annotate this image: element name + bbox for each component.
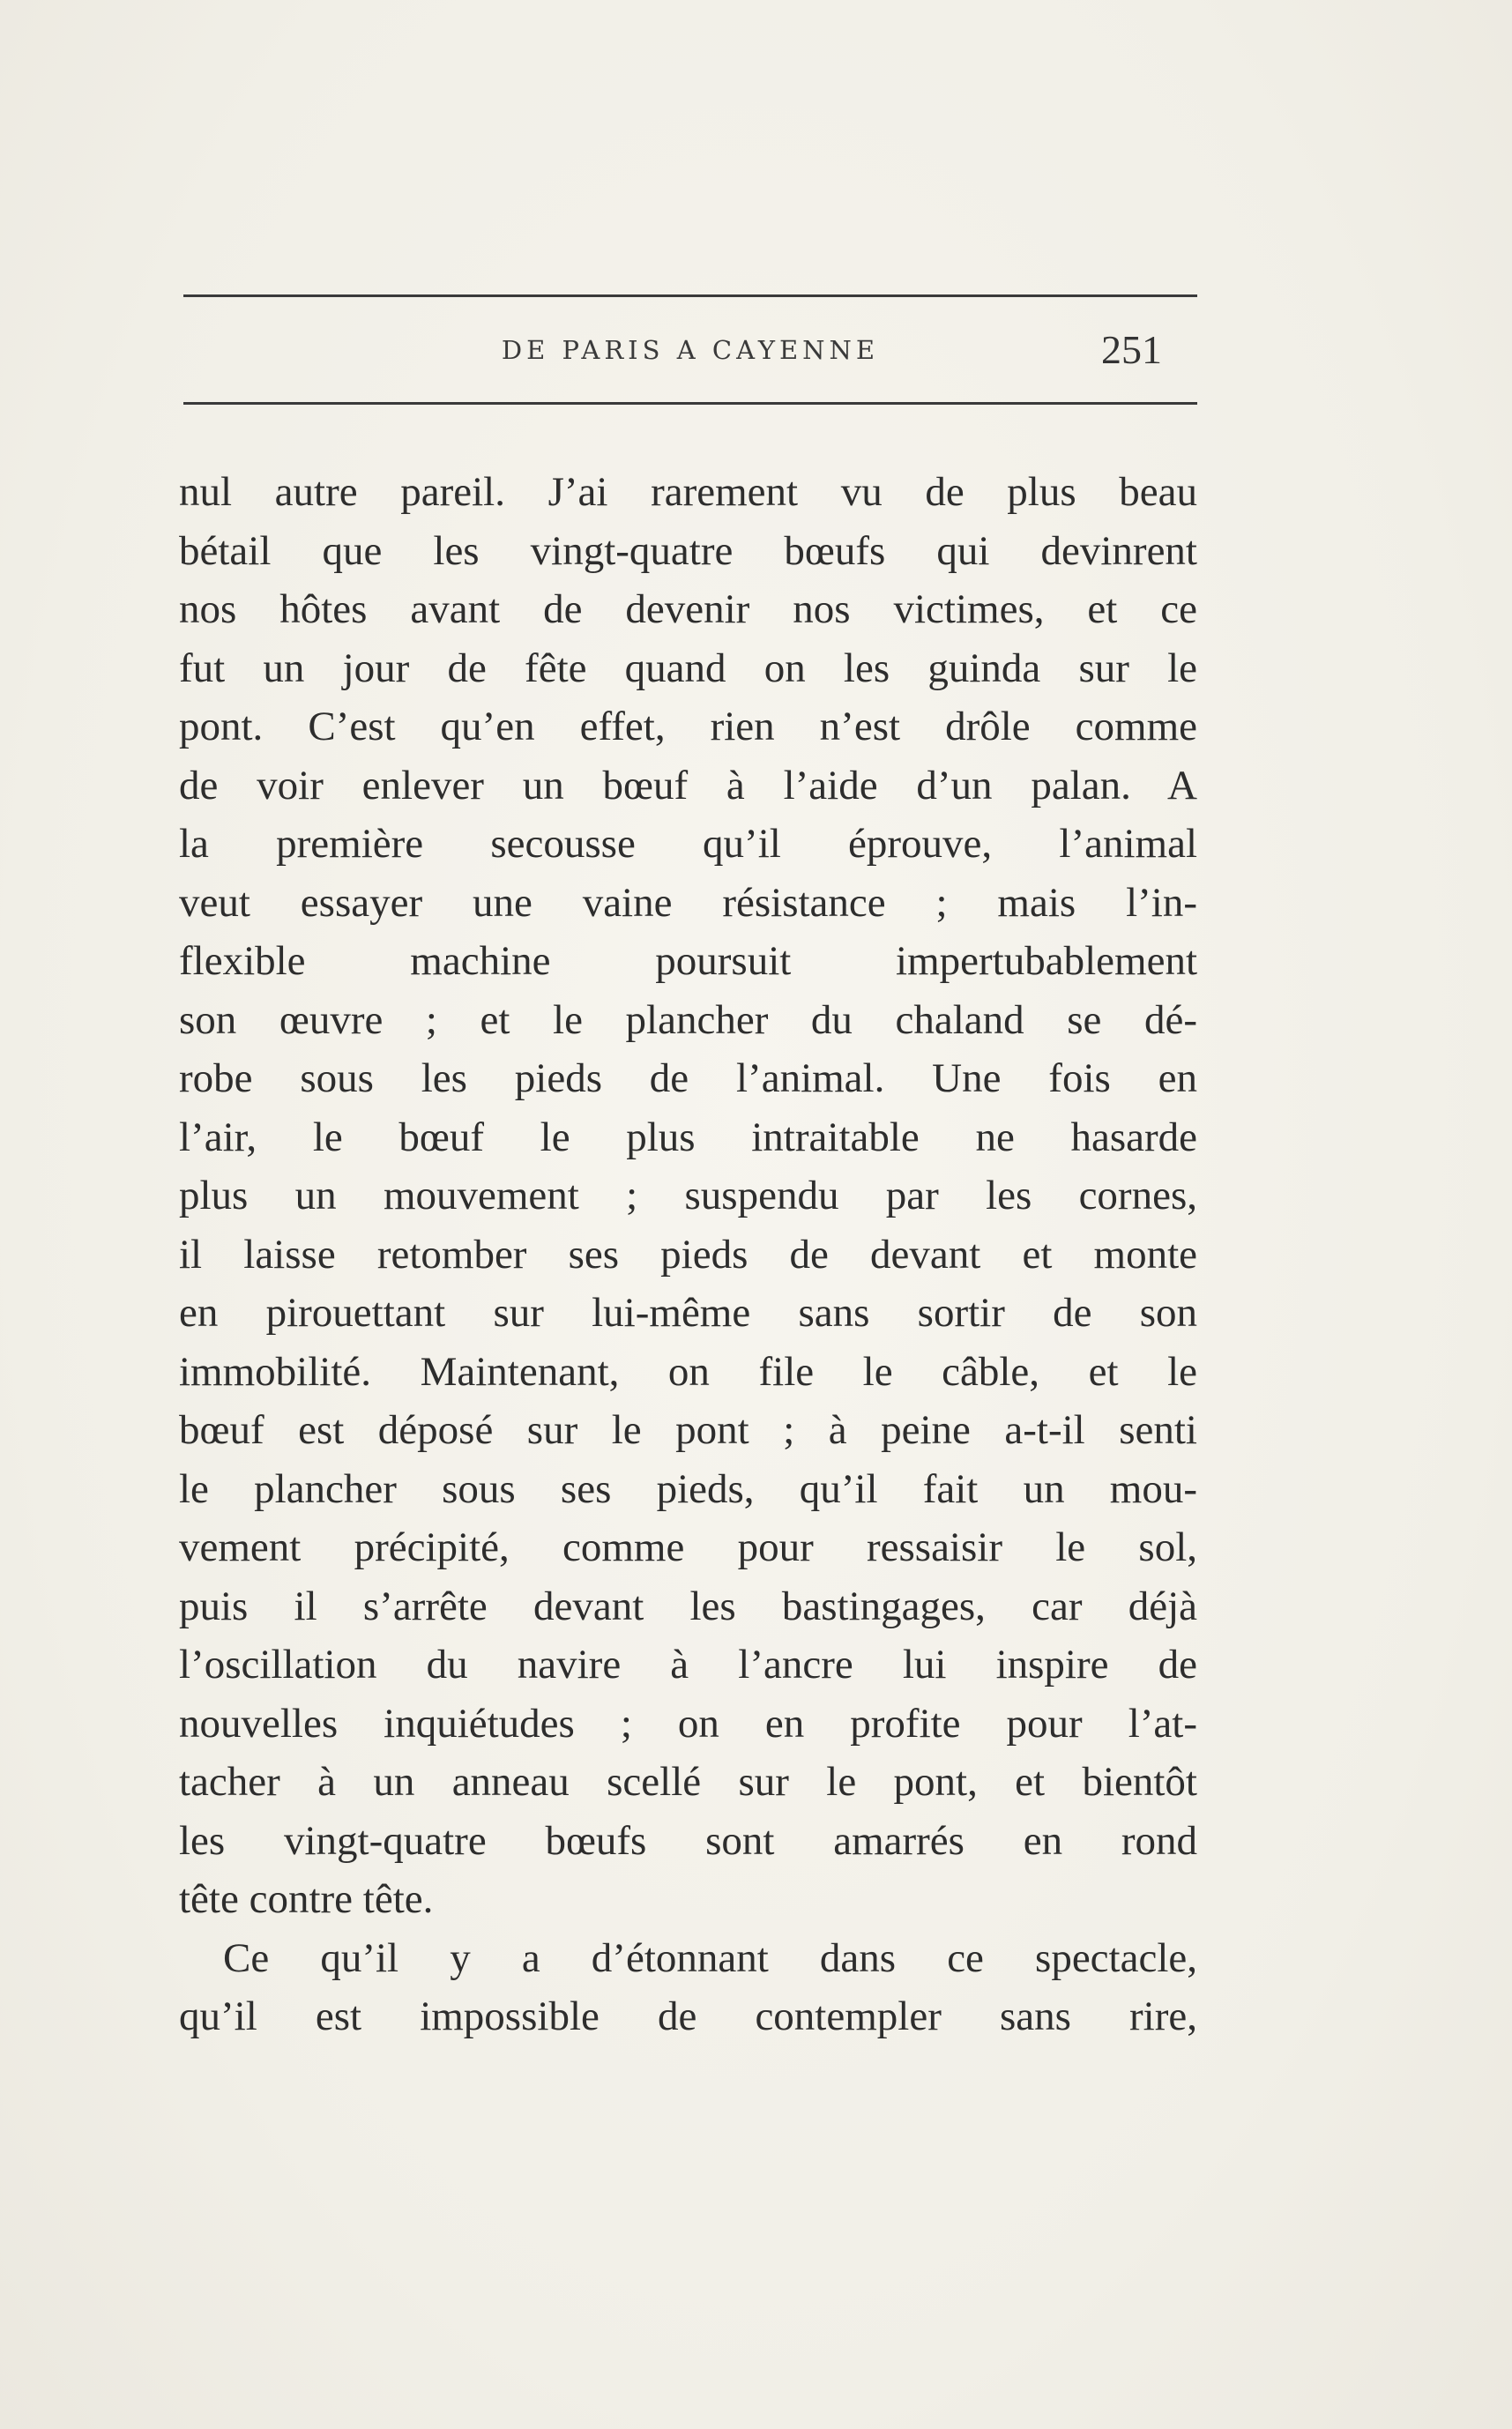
text-line: immobilité. Maintenant, on file le câble, et le — [179, 1348, 1197, 1395]
text-line: de voir enlever un bœuf à l’aide d’un palan. A — [179, 762, 1197, 808]
text-line: le plancher sous ses pieds, qu’il fait un mou- — [179, 1465, 1197, 1512]
text-line: pont. C’est qu’en effet, rien n’est drôle comme — [179, 704, 1197, 749]
text-line: nul autre pareil. J’ai rarement vu de plus beau — [179, 469, 1197, 515]
text-line: tête contre tête. — [179, 1876, 434, 1922]
text-line: nos hôtes avant de devenir nos victimes, et ce — [179, 586, 1197, 632]
text-line: tacher à un anneau scellé sur le pont, et bientôt — [179, 1759, 1197, 1805]
text-line: veut essayer une vaine résistance ; mais l’in- — [179, 879, 1197, 926]
text-line: son œuvre ; et le plancher du chaland se dé- — [179, 996, 1197, 1043]
text-line: il laisse retomber ses pieds de devant et monte — [179, 1231, 1197, 1278]
text-line: bœuf est déposé sur le pont ; à peine a-t-il senti — [179, 1407, 1197, 1453]
header-rule-bottom — [183, 402, 1197, 405]
text-line: en pirouettant sur lui-même sans sortir de son — [179, 1290, 1197, 1336]
text-line: nouvelles inquiétudes ; on en profite pour l’at- — [179, 1700, 1197, 1747]
text-line: qu’il est impossible de contempler sans rire, — [179, 1993, 1197, 2039]
text-line: plus un mouvement ; suspendu par les cornes, — [179, 1173, 1197, 1218]
text-line: puis il s’arrête devant les bastingages, car déjà — [179, 1583, 1197, 1629]
header-rule-top — [183, 294, 1197, 297]
text-line: l’oscillation du navire à l’ancre lui inspire de — [179, 1642, 1197, 1688]
running-header — [183, 326, 1197, 379]
text-line: fut un jour de fête quand on les guinda sur le — [179, 645, 1197, 691]
text-line: bétail que les vingt-quatre bœufs qui devinrent — [179, 527, 1197, 574]
text-line: robe sous les pieds de l’animal. Une fois en — [179, 1055, 1197, 1101]
text-line: Ce qu’il y a d’étonnant dans ce spectacle, — [223, 1934, 1197, 1981]
text-line: la première secousse qu’il éprouve, l’animal — [179, 821, 1197, 867]
body-text — [179, 463, 1197, 2046]
text-line: flexible machine poursuit impertubablement — [179, 938, 1197, 984]
running-title: DE PARIS A CAYENNE — [501, 335, 880, 365]
text-line: les vingt-quatre bœufs sont amarrés en rond — [179, 1817, 1197, 1864]
text-line: l’air, le bœuf le plus intraitable ne hasarde — [179, 1114, 1197, 1160]
page-number: 251 — [1101, 327, 1162, 372]
text-line: vement précipité, comme pour ressaisir le sol, — [179, 1524, 1197, 1570]
